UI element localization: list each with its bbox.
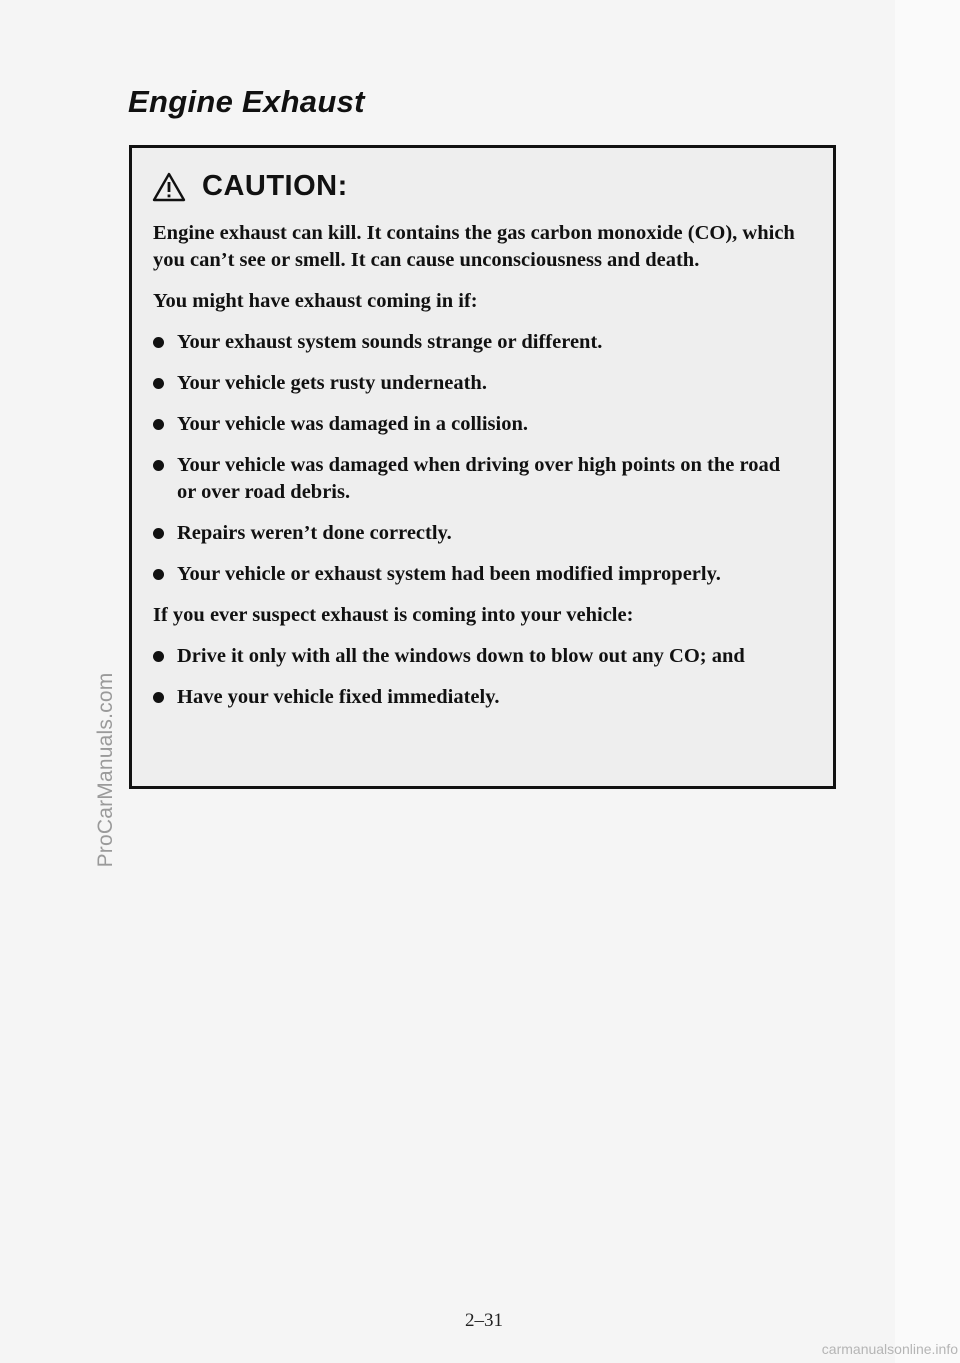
caution-header bbox=[152, 170, 348, 203]
action-lead: If you ever suspect exhaust is coming into your vehicle: bbox=[153, 604, 634, 626]
page-margin-strip bbox=[895, 0, 960, 1363]
signs-list bbox=[153, 329, 803, 588]
bullet-dot-icon bbox=[153, 337, 164, 348]
list-item: Have your vehicle fixed immediately. bbox=[153, 684, 803, 711]
bullet-dot-icon bbox=[153, 419, 164, 430]
caution-box bbox=[129, 145, 836, 789]
caution-content bbox=[153, 220, 803, 725]
list-item: Your vehicle was damaged when driving over high points on the road or over road debris. bbox=[153, 452, 803, 506]
list-item: Your vehicle or exhaust system had been modified improperly. bbox=[153, 561, 803, 588]
actions-list bbox=[153, 643, 803, 711]
bullet-dot-icon bbox=[153, 651, 164, 662]
list-item: Drive it only with all the windows down to blow out any CO; and bbox=[153, 643, 803, 670]
list-item: Your vehicle was damaged in a collision. bbox=[153, 411, 803, 438]
side-watermark: ProCarManuals.com bbox=[94, 672, 117, 868]
bullet-dot-icon bbox=[153, 378, 164, 389]
section-title: Engine Exhaust bbox=[128, 84, 365, 119]
warning-triangle-icon bbox=[152, 172, 186, 202]
bottom-watermark: carmanualsonline.info bbox=[821, 1341, 958, 1357]
signs-lead: You might have exhaust coming in if: bbox=[153, 290, 478, 312]
caution-label: CAUTION: bbox=[202, 170, 348, 202]
page-number: 2–31 bbox=[465, 1310, 503, 1331]
caution-intro: Engine exhaust can kill. It contains the gas carbon monoxide (CO), which you can’t see or smell. It can cause unconsciousness and death. bbox=[153, 222, 795, 271]
bullet-dot-icon bbox=[153, 528, 164, 539]
bullet-dot-icon bbox=[153, 692, 164, 703]
list-item: Your vehicle gets rusty underneath. bbox=[153, 370, 803, 397]
bullet-dot-icon bbox=[153, 569, 164, 580]
list-item: Your exhaust system sounds strange or different. bbox=[153, 329, 803, 356]
list-item: Repairs weren’t done correctly. bbox=[153, 520, 803, 547]
bullet-dot-icon bbox=[153, 460, 164, 471]
